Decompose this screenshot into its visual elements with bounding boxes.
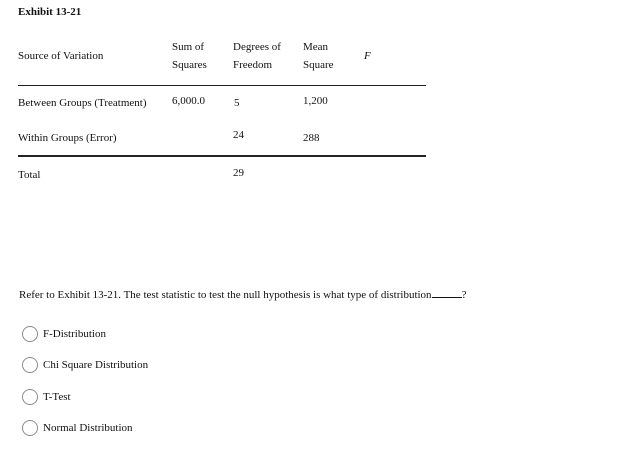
radio-button[interactable]	[22, 389, 38, 405]
question-end: ?	[461, 289, 467, 301]
option-label: F-Distribution	[43, 328, 106, 340]
row-between-ms: 1,200	[303, 95, 328, 107]
header-mean-square	[303, 38, 334, 74]
row-within-source: Within Groups (Error)	[18, 132, 117, 144]
header-df-line2: Freedom	[233, 59, 273, 71]
header-df-line1: Degrees of	[233, 41, 281, 53]
header-source: Source of Variation	[18, 50, 104, 62]
row-total-df: 29	[233, 167, 244, 179]
answer-blank	[432, 288, 462, 298]
question-text	[19, 288, 466, 301]
header-f: F	[364, 50, 371, 62]
option-label: Normal Distribution	[43, 422, 133, 434]
radio-button[interactable]	[22, 357, 38, 373]
header-ms-line1: Mean	[303, 41, 329, 53]
header-degrees-of-freedom	[233, 38, 281, 74]
header-sum-of-squares	[172, 38, 207, 74]
row-between-ss: 6,000.0	[172, 95, 205, 107]
header-ms-line2: Square	[303, 59, 334, 71]
exhibit-title: Exhibit 13-21	[18, 6, 82, 18]
radio-button[interactable]	[22, 326, 38, 342]
radio-button[interactable]	[22, 420, 38, 436]
row-between-source: Between Groups (Treatment)	[18, 97, 147, 109]
option-f-distribution[interactable]	[22, 324, 106, 344]
row-within-ms: 288	[303, 132, 320, 144]
option-t-test[interactable]	[22, 387, 71, 407]
option-normal-distribution[interactable]	[22, 418, 133, 438]
row-within-df: 24	[233, 129, 244, 141]
header-ss-line2: Squares	[172, 59, 207, 71]
total-rule	[18, 155, 426, 157]
option-label: T-Test	[43, 391, 71, 403]
question-stem: Refer to Exhibit 13-21. The test statistic to test the null hypothesis is what type of distribution	[19, 289, 432, 301]
row-total-source: Total	[18, 169, 41, 181]
header-ss-line1: Sum of	[172, 41, 205, 53]
option-label: Chi Square Distribution	[43, 359, 149, 371]
row-between-df: 5	[234, 97, 240, 109]
option-chi-square-distribution[interactable]	[22, 355, 148, 375]
header-rule	[18, 85, 426, 86]
